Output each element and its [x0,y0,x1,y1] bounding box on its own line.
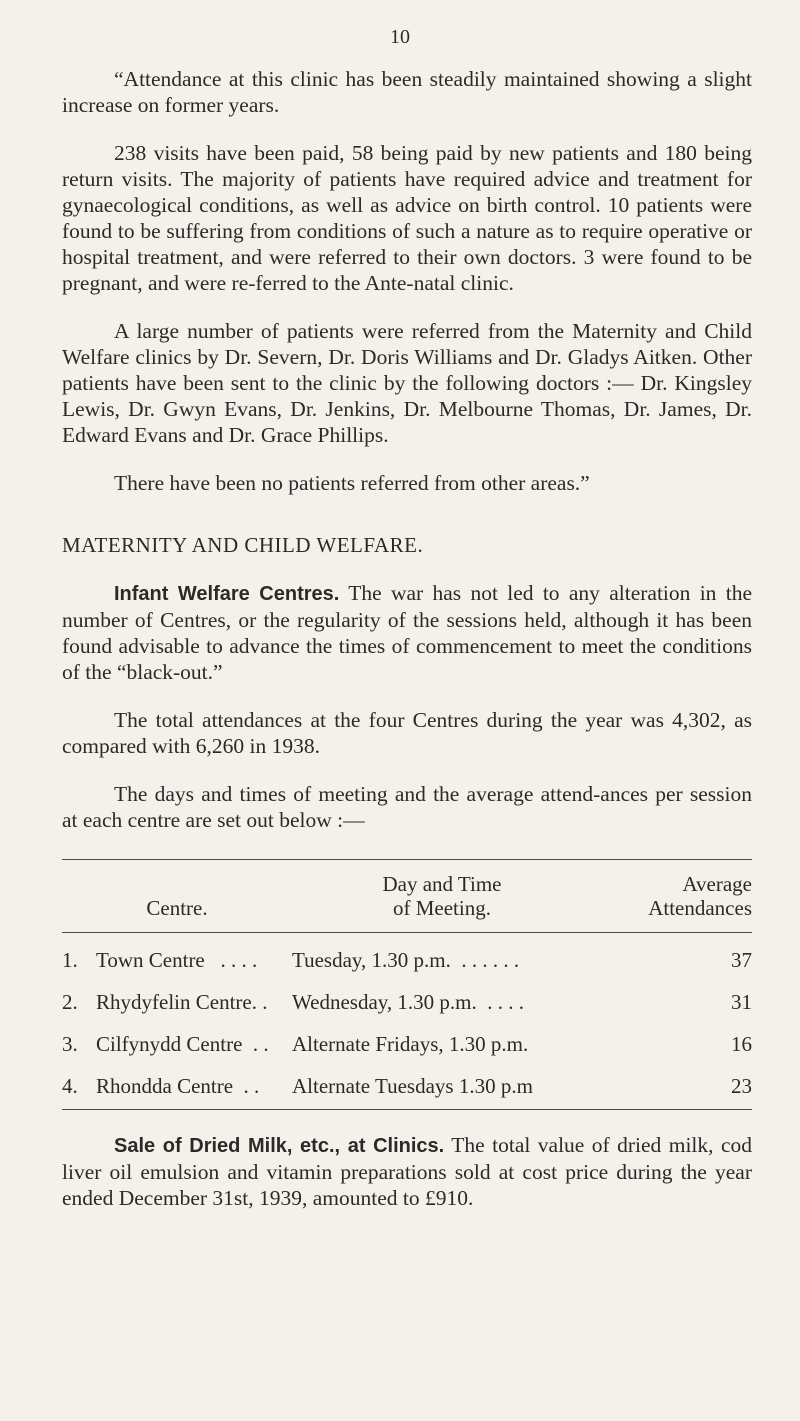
header-centre: Centre. [146,896,208,920]
row-day-time: Wednesday, 1.30 p.m. . . . . [292,990,524,1014]
dried-milk-text: The total value of dried milk, cod liver oil emulsion and vitamin preparations sold at cost price during the year ended December 31st, 1939, amounted to £910. [62,1133,753,1210]
table-row [62,1025,752,1067]
row-day-time: Alternate Fridays, 1.30 p.m. [292,1032,529,1056]
row-day-time: Alternate Tuesdays 1.30 p.m [292,1074,533,1098]
row-average: 23 [731,1074,752,1098]
infant-welfare-title: Infant Welfare Centres. [114,583,340,605]
row-centre: 3. Cilfynydd Centre . . [62,1032,269,1056]
paragraph-other-areas: There have been no patients referred from other areas.” [114,471,590,495]
table-row [62,1067,752,1109]
row-average: 16 [731,1032,752,1056]
header-day-time: Day and Time of Meeting. [382,872,502,920]
paragraph-dried-milk [62,1132,752,1211]
paragraph-days-times: The days and times of meeting and the average attend-ances per session at each centre are set out below :— [62,782,752,832]
row-centre: 2. Rhydyfelin Centre. . [62,990,268,1014]
paragraph-attendance: “Attendance at this clinic has been steadily maintained showing a slight increase on former years. [62,67,752,117]
table-header-row [62,860,752,932]
page-number: 10 [390,26,410,48]
centres-table [62,860,752,1109]
infant-welfare-text: The war has not led to any alteration in the number of Centres, or the regularity of the sessions held, although it has been found advisable to advance the times of commencement to meet the conditions of the “black-out.” [62,581,752,684]
row-centre: 1. Town Centre . . . . [62,948,258,972]
paragraph-referrals: A large number of patients were referred from the Maternity and Child Welfare clinics by Dr. Severn, Dr. Doris Williams and Dr. Gladys Aitken. Other patients have been sent to the clinic by the following doctors :— Dr. Kingsley Lewis, Dr. Gwyn Evans, Dr. Jenkins, Dr. Melbourne Thomas, Dr. James, Dr. Edward Evans and Dr. Grace Phillips. [62,319,752,447]
dried-milk-title: Sale of Dried Milk, etc., at Clinics. [114,1135,445,1157]
paragraph-total-attendances: The total attendances at the four Centres during the year was 4,302, as compared with 6,260 in 1938. [62,708,752,758]
row-day-time: Tuesday, 1.30 p.m. . . . . . . [292,948,520,972]
page-content [62,66,752,1211]
row-centre: 4. Rhondda Centre . . [62,1074,260,1098]
paragraph-infant-welfare [62,580,752,685]
table-bottom-rule [62,1109,752,1110]
row-average: 31 [731,990,752,1014]
paragraph-visits: 238 visits have been paid, 58 being paid by new patients and 180 being return visits. The majority of patients have required advice and treatment for gynaecological conditions, as well as advice on birth control. 10 patients were found to be suffering from conditions of such a nature as to require operative or hospital treatment, and were referred to their own doctors. 3 were found to be pregnant, and were re-ferred to the Ante-natal clinic. [62,141,752,295]
table-row [62,933,752,983]
row-average: 37 [731,948,752,972]
table-row [62,983,752,1025]
section-heading: MATERNITY AND CHILD WELFARE. [62,533,424,557]
header-average-attendances: Average Attendances [648,872,752,920]
